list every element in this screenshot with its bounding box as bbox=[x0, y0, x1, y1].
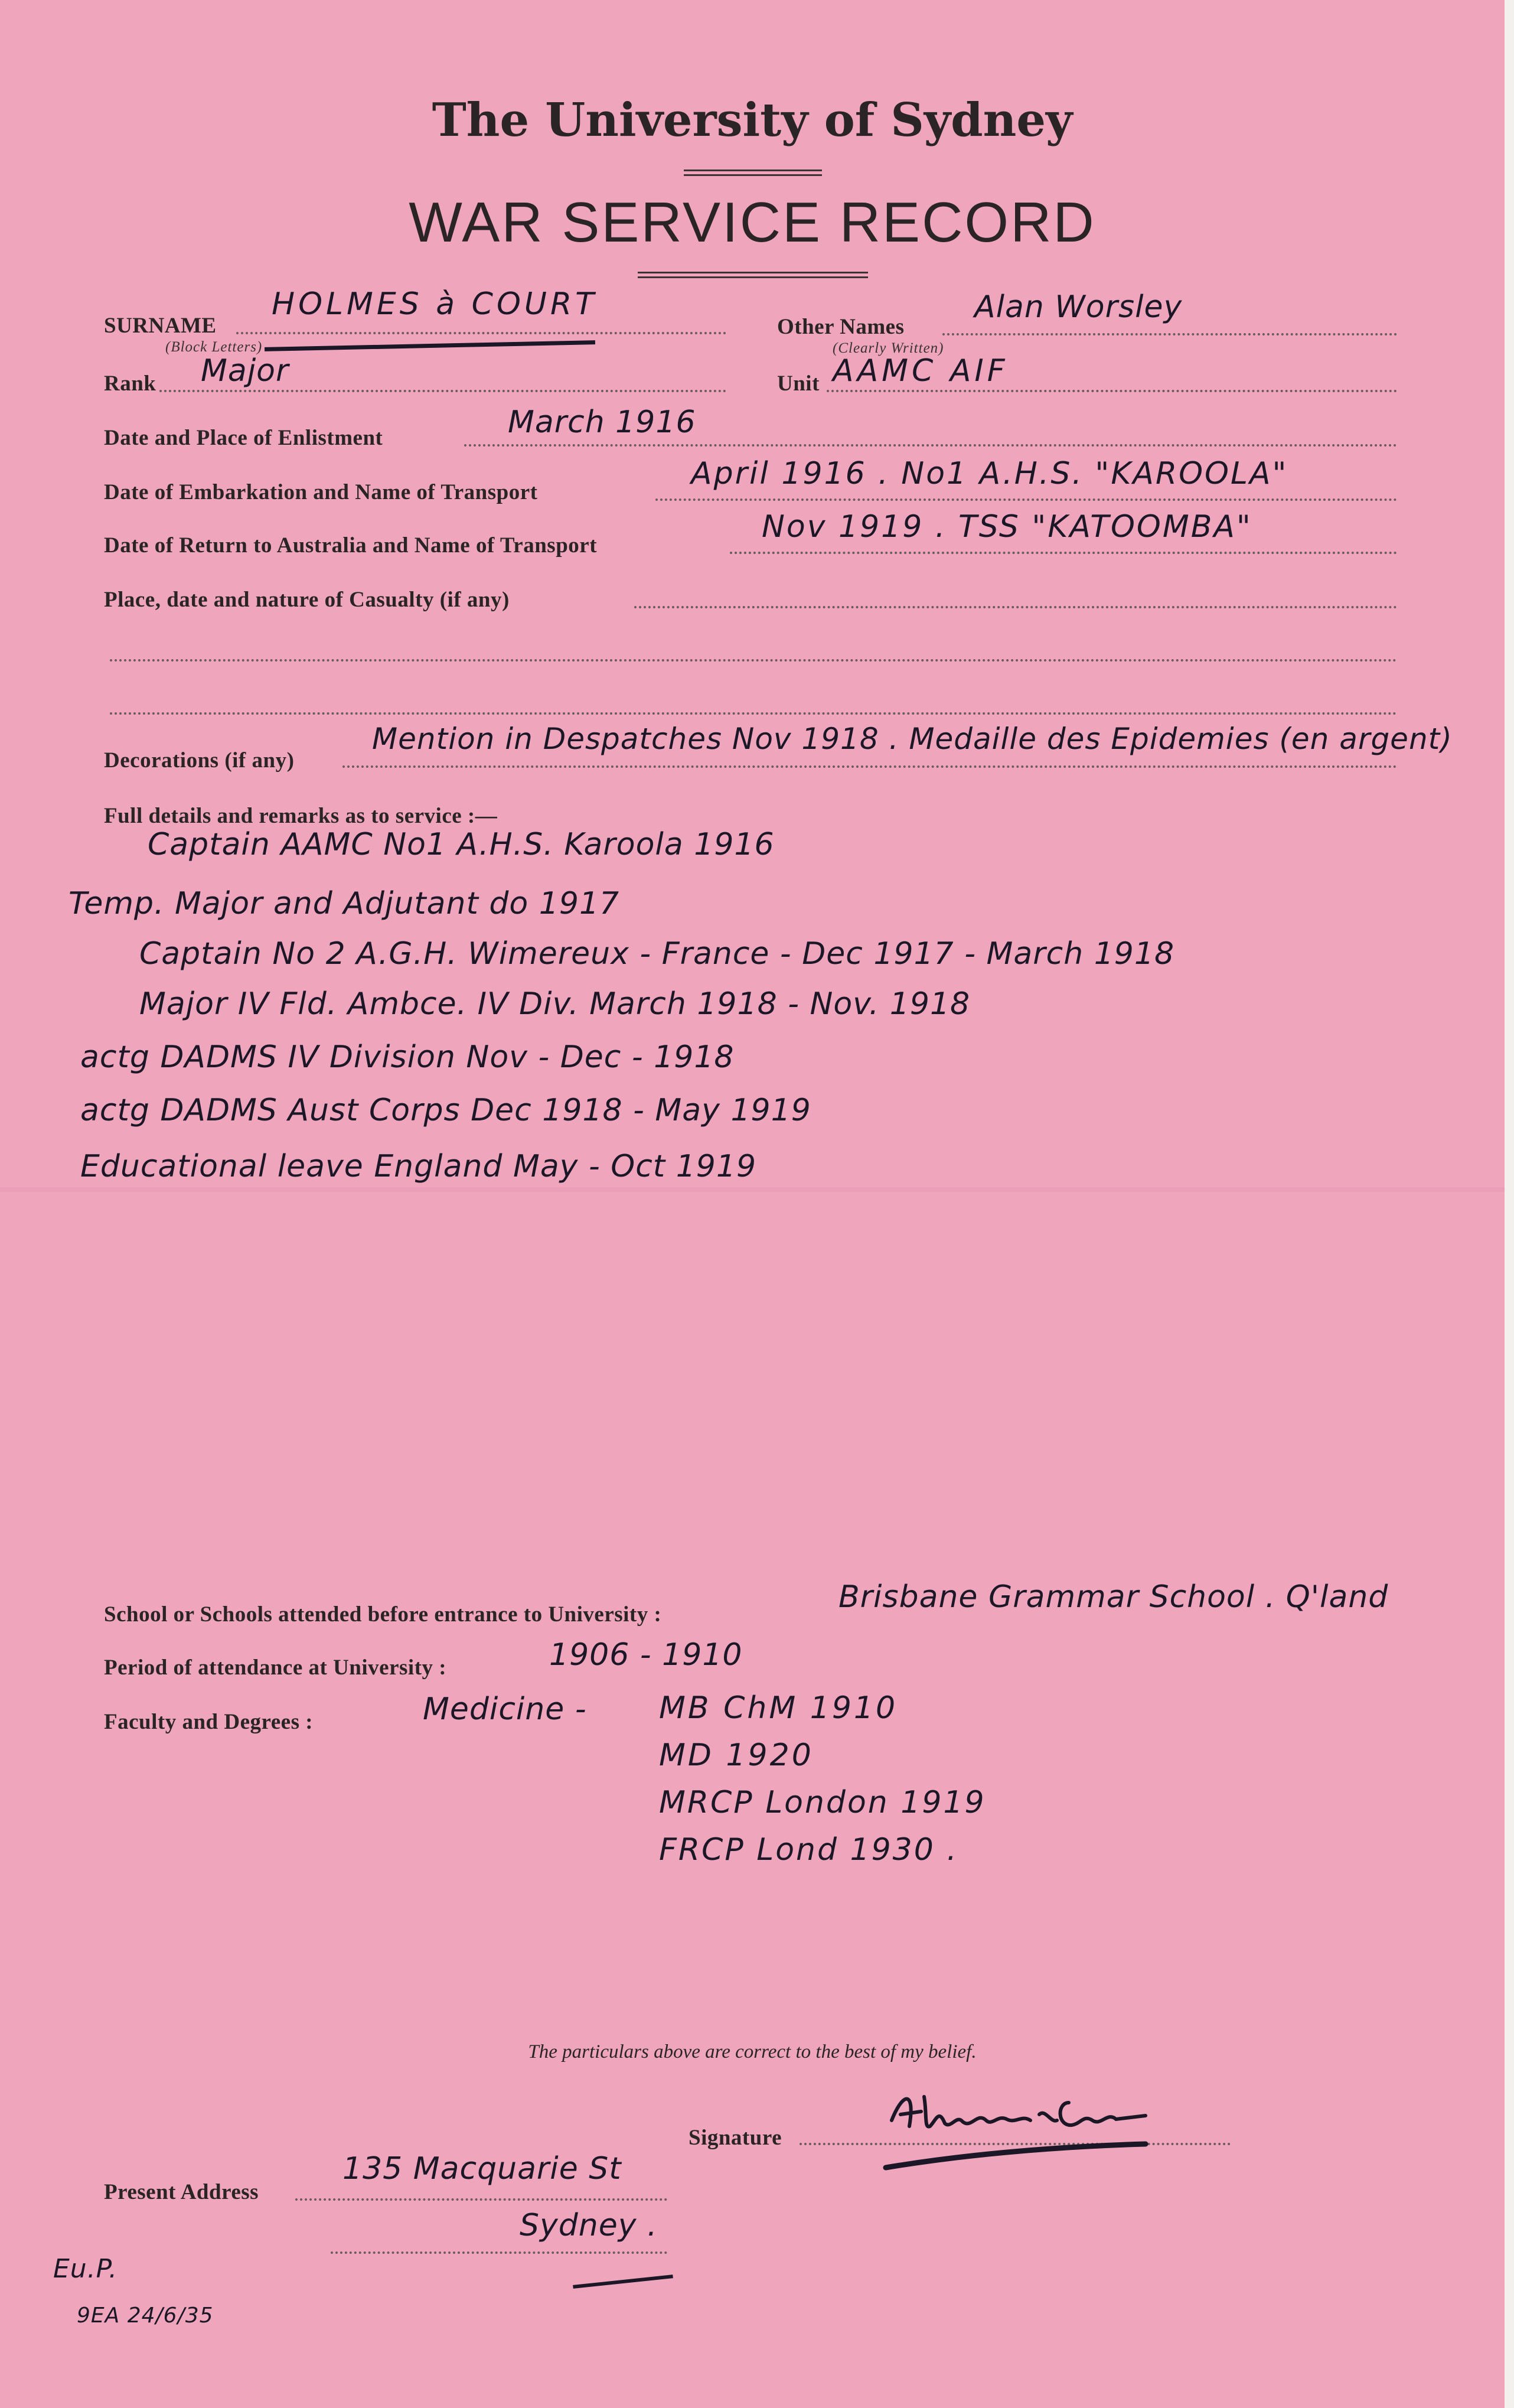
header-rule-bottom-2 bbox=[638, 276, 868, 278]
document-title: WAR SERVICE RECORD bbox=[409, 191, 1096, 254]
enlistment-line bbox=[464, 444, 1397, 447]
header-rule-top bbox=[684, 170, 822, 171]
casualty-line-3 bbox=[110, 712, 1397, 715]
other-names-hint: (Clearly Written) bbox=[833, 340, 944, 356]
signature-label: Signature bbox=[689, 2126, 782, 2150]
unit-value: AAMC AIF bbox=[833, 353, 1009, 389]
unit-line bbox=[827, 390, 1397, 392]
address-line-1 bbox=[295, 2198, 667, 2201]
address-label: Present Address bbox=[104, 2180, 259, 2204]
decorations-line bbox=[342, 765, 1397, 768]
embarkation-line bbox=[655, 498, 1397, 501]
surname-line bbox=[236, 332, 726, 334]
unit-label: Unit bbox=[777, 372, 820, 396]
header-rule-bottom bbox=[638, 272, 868, 273]
margin-note-1: Eu.P. bbox=[53, 2254, 118, 2284]
university-heading: The University of Sydney bbox=[432, 93, 1073, 147]
address-line-2 bbox=[331, 2251, 667, 2254]
rank-label: Rank bbox=[104, 372, 156, 396]
casualty-line-2 bbox=[110, 659, 1397, 662]
return-line bbox=[730, 552, 1397, 554]
other-names-value: Alan Worsley bbox=[974, 289, 1183, 325]
surname-label: SURNAME bbox=[104, 314, 217, 338]
other-names-line bbox=[942, 333, 1397, 335]
casualty-label: Place, date and nature of Casualty (if any) bbox=[104, 588, 510, 612]
surname-hint: (Block Letters) bbox=[165, 339, 263, 355]
service-line-4: Major IV Fld. Ambce. IV Div. March 1918 - Nov. 1918 bbox=[139, 986, 971, 1022]
enlistment-value: March 1916 bbox=[508, 405, 696, 440]
rank-line bbox=[159, 390, 726, 392]
paper-edge bbox=[1505, 0, 1514, 2408]
return-value: Nov 1919 . TSS "KATOOMBA" bbox=[762, 509, 1252, 545]
service-line-1: Captain AAMC No1 A.H.S. Karoola 1916 bbox=[148, 827, 775, 862]
faculty-label: Faculty and Degrees : bbox=[104, 1710, 314, 1734]
service-line-5: actg DADMS IV Division Nov - Dec - 1918 bbox=[80, 1040, 735, 1075]
address-value-2: Sydney . bbox=[520, 2208, 658, 2243]
schools-value: Brisbane Grammar School . Q'land bbox=[838, 1579, 1389, 1615]
service-line-3: Captain No 2 A.G.H. Wimereux - France - Dec 1917 - March 1918 bbox=[139, 936, 1175, 972]
schools-label: School or Schools attended before entrance to University : bbox=[104, 1602, 662, 1627]
degree-1: MB ChM 1910 bbox=[659, 1690, 898, 1726]
service-line-7: Educational leave England May - Oct 1919 bbox=[80, 1149, 757, 1184]
degree-2: MD 1920 bbox=[659, 1738, 814, 1773]
embarkation-label: Date of Embarkation and Name of Transport bbox=[104, 480, 538, 504]
degree-4: FRCP Lond 1930 . bbox=[659, 1832, 958, 1868]
enlistment-label: Date and Place of Enlistment bbox=[104, 426, 383, 450]
declaration-text: The particulars above are correct to the best of my belief. bbox=[528, 2041, 977, 2062]
faculty-value: Medicine - bbox=[423, 1692, 587, 1727]
margin-note-2: 9EA 24/6/35 bbox=[77, 2303, 214, 2328]
fold-crease bbox=[0, 1187, 1505, 1192]
decorations-label: Decorations (if any) bbox=[104, 748, 295, 773]
degree-3: MRCP London 1919 bbox=[659, 1785, 986, 1820]
period-label: Period of attendance at University : bbox=[104, 1656, 447, 1680]
signature-image bbox=[868, 2079, 1175, 2185]
embarkation-value: April 1916 . No1 A.H.S. "KAROOLA" bbox=[691, 456, 1288, 491]
decorations-value: Mention in Despatches Nov 1918 . Medaille des Epidemies (en argent) bbox=[372, 722, 1453, 756]
remarks-label: Full details and remarks as to service :— bbox=[104, 804, 498, 828]
rank-value: Major bbox=[201, 353, 289, 389]
other-names-label: Other Names bbox=[777, 315, 905, 339]
return-label: Date of Return to Australia and Name of Transport bbox=[104, 533, 598, 558]
service-line-2: Temp. Major and Adjutant do 1917 bbox=[68, 886, 620, 921]
casualty-line bbox=[634, 606, 1397, 608]
surname-value: HOLMES à COURT bbox=[272, 286, 598, 322]
address-value-1: 135 Macquarie St bbox=[342, 2151, 622, 2187]
header-rule-top-2 bbox=[684, 174, 822, 176]
service-line-6: actg DADMS Aust Corps Dec 1918 - May 1919 bbox=[80, 1093, 811, 1128]
period-value: 1906 - 1910 bbox=[549, 1637, 743, 1673]
